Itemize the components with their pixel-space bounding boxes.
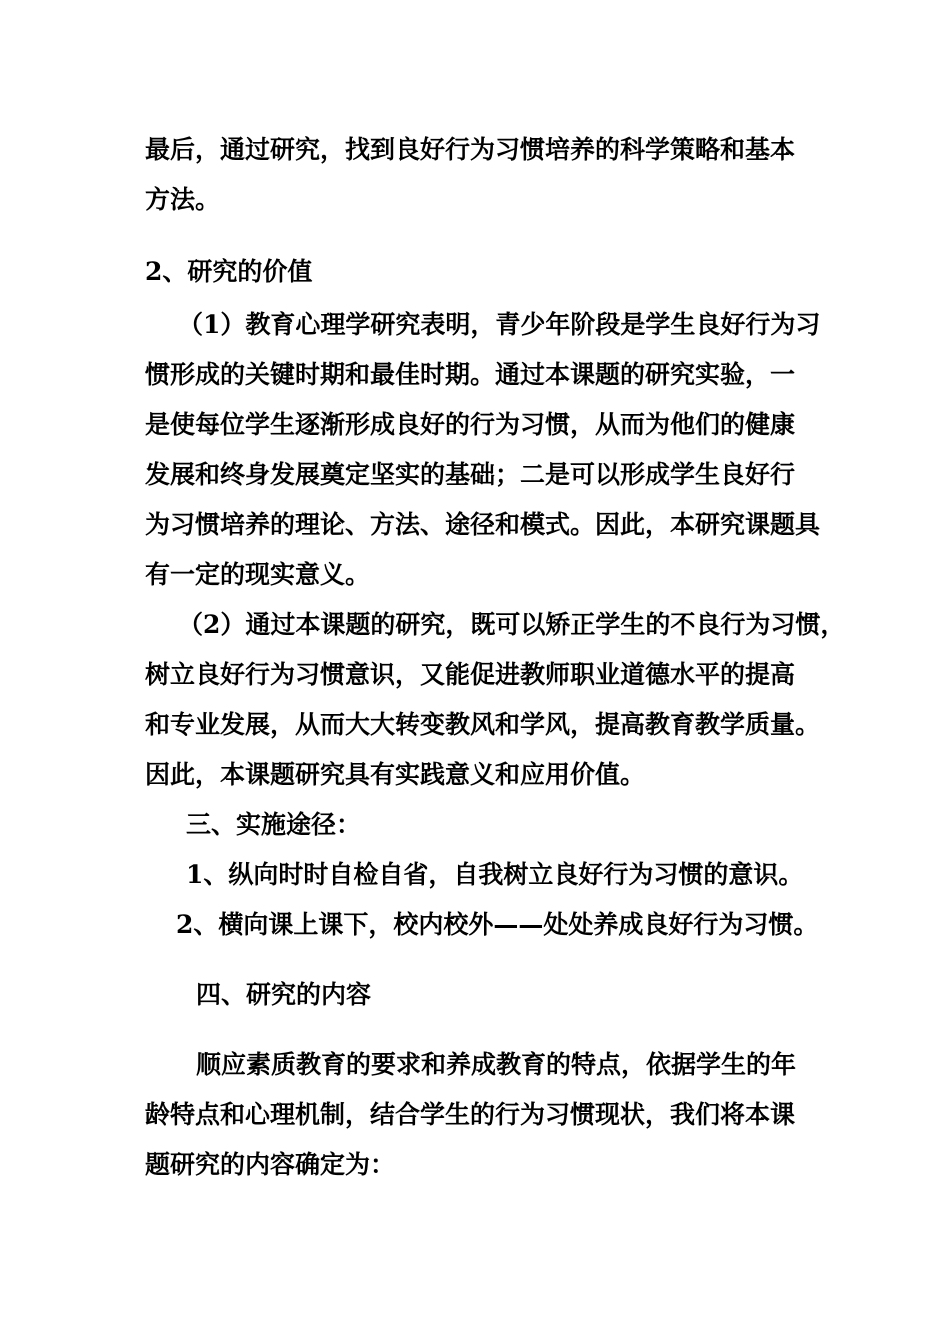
text-line: 是使每位学生逐渐形成良好的行为习惯，从而为他们的健康	[145, 410, 796, 439]
text-line: 方法。	[145, 185, 221, 214]
text-line: 为习惯培养的理论、方法、途径和模式。因此，本研究课题具	[145, 510, 821, 539]
section-heading: 2、研究的价值	[145, 257, 313, 286]
text-line: 惯形成的关键时期和最佳时期。通过本课题的研究实验，一	[145, 360, 796, 389]
text-line: 最后，通过研究，找到良好行为习惯培养的科学策略和基本	[145, 135, 796, 164]
text-line: 龄特点和心理机制，结合学生的行为习惯现状，我们将本课	[145, 1100, 796, 1129]
list-item: 1、纵向时时自检自省，自我树立良好行为习惯的意识。	[186, 860, 804, 889]
text-line: 有一定的现实意义。	[145, 560, 371, 589]
text-line: 发展和终身发展奠定坚实的基础；二是可以形成学生良好行	[145, 460, 796, 489]
section-heading: 四、研究的内容	[196, 980, 372, 1009]
text-line: 顺应素质教育的要求和养成教育的特点，依据学生的年	[196, 1050, 797, 1079]
list-item: 2、横向课上课下，校内校外——处处养成良好行为习惯。	[176, 910, 819, 939]
text-line: 题研究的内容确定为：	[145, 1150, 396, 1179]
text-line: 因此，本课题研究具有实践意义和应用价值。	[145, 760, 646, 789]
text-line: 和专业发展，从而大大转变教风和学风，提高教育教学质量。	[145, 710, 821, 739]
text-line: （1）教育心理学研究表明，青少年阶段是学生良好行为习	[178, 310, 821, 339]
section-heading: 三、实施途径：	[186, 810, 362, 839]
text-line: 树立良好行为习惯意识，又能促进教师职业道德水平的提高	[145, 660, 796, 689]
text-line: （2）通过本课题的研究，既可以矫正学生的不良行为习惯，	[178, 610, 846, 639]
